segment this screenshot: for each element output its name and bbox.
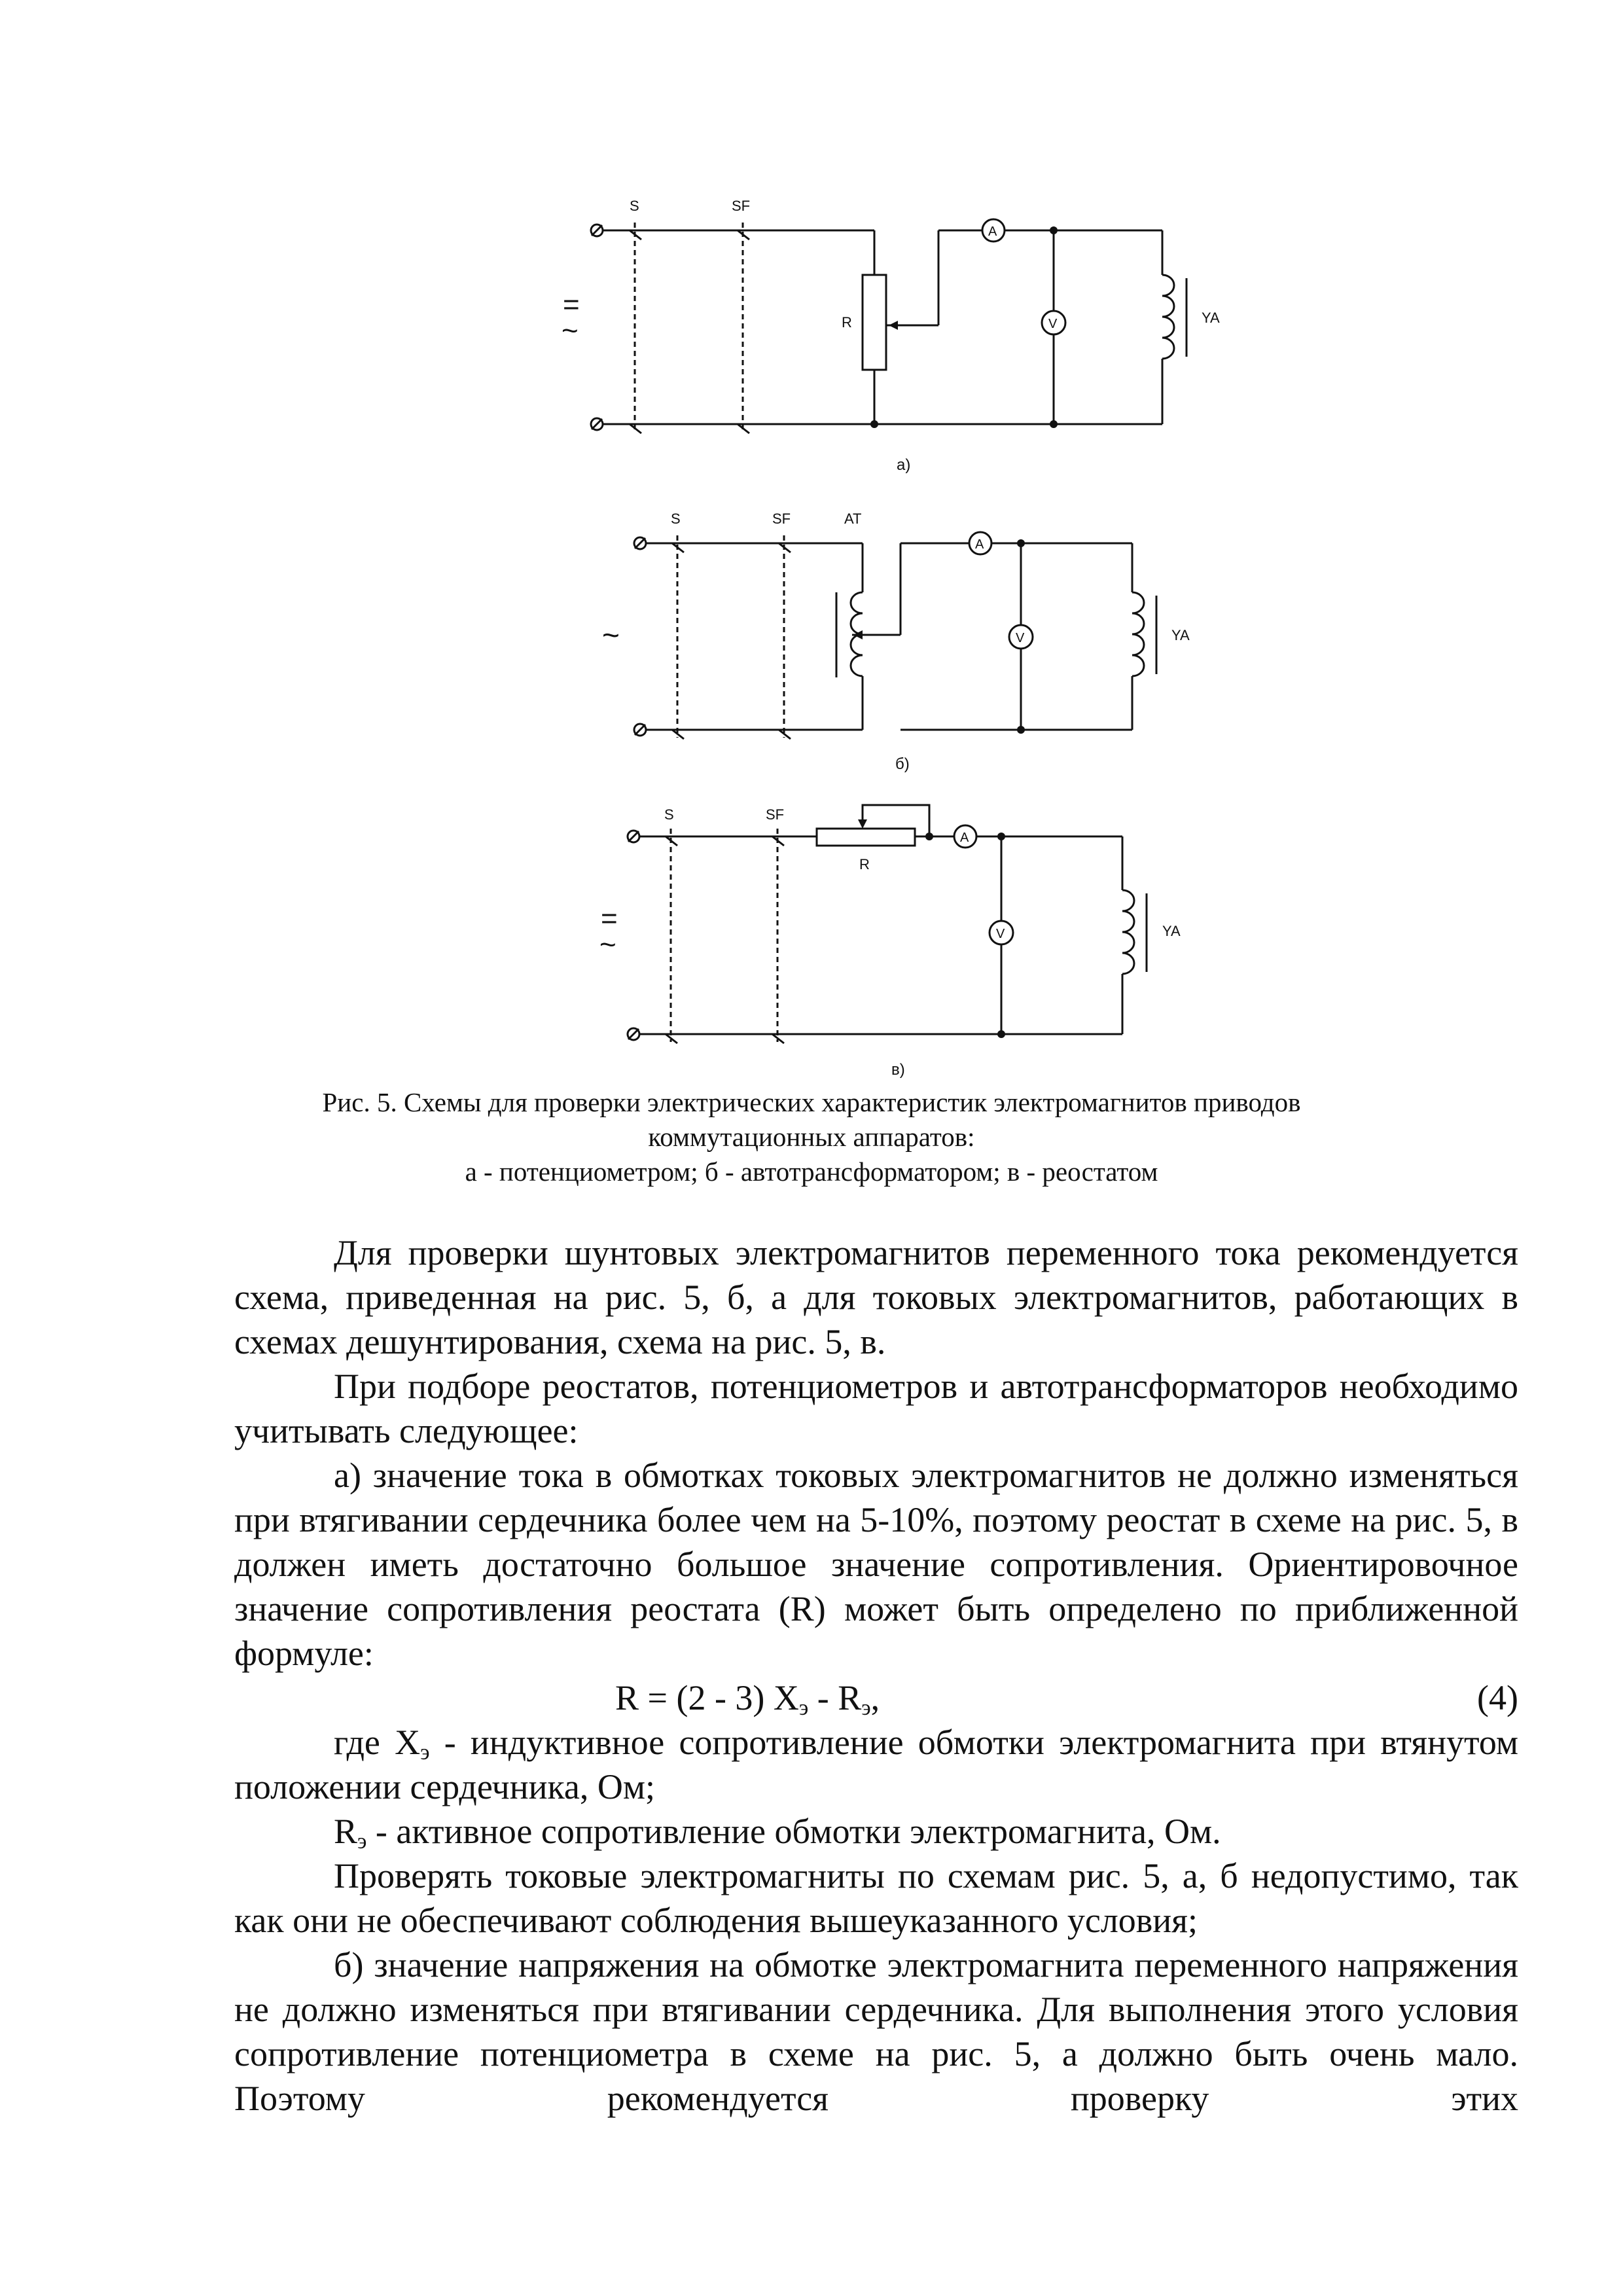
label-s: S	[630, 198, 639, 214]
caption-line-2: коммутационных аппаратов:	[648, 1122, 975, 1152]
caption-line-3: а - потенциометром; б - автотрансформатором; в - реостатом	[465, 1157, 1158, 1187]
circuit-diagram-b	[0, 491, 1623, 792]
label-sf: SF	[772, 511, 791, 527]
circuit-diagram-a	[0, 0, 1623, 491]
label-ya: YA	[1162, 923, 1181, 939]
paragraph-2: При подборе реостатов, потенциометров и автотрансформаторов необходимо учитывать следующее:	[234, 1367, 1518, 1450]
potentiometer-r	[863, 275, 886, 370]
ammeter-label: A	[960, 831, 969, 845]
label-r: R	[859, 856, 870, 872]
caption-line-1: Рис. 5. Схемы для проверки электрических характеристик электромагнитов приводов	[322, 1087, 1301, 1117]
label-sf: SF	[732, 198, 751, 214]
label-s: S	[664, 806, 674, 823]
supply-ac-symbol: ~	[599, 929, 616, 961]
paragraph-4: где $X_э$ - индуктивное сопротивление обмотки электромагнита при втянутом положении сердечника, Ом;	[234, 1723, 1518, 1806]
supply-ac-symbol: ~	[602, 618, 620, 652]
ammeter-label: A	[975, 537, 984, 552]
circuit-diagram-b-svg	[0, 491, 1623, 792]
label-s: S	[671, 511, 681, 527]
paragraph-3: а) значение тока в обмотках токовых электромагнитов не должно изменяться при втягивании сердечника более чем на 5-10%, поэтому реостат в схеме на рис. 5, в должен иметь достаточно большое значение сопротивления. Ориентировочное значение сопротивления реостата (R) может быть определено по приближенной формуле:	[234, 1456, 1518, 1673]
label-ya: YA	[1202, 310, 1220, 326]
supply-ac-symbol: ~	[562, 315, 579, 347]
supply-dc-symbol: =	[563, 289, 580, 321]
label-sf: SF	[766, 806, 785, 823]
voltmeter-label: V	[996, 927, 1005, 941]
circuit-diagram-a-svg	[0, 0, 1623, 491]
rheostat-r	[817, 829, 915, 846]
label-ya: YA	[1171, 627, 1190, 643]
label-r: R	[842, 314, 852, 331]
supply-dc-symbol: =	[601, 903, 618, 935]
paragraph-5: $R_э$ - активное сопротивление обмотки электромагнита, Ом.	[334, 1812, 1221, 1854]
sublabel-a: а)	[897, 456, 911, 474]
coil-ya	[1162, 275, 1174, 359]
paragraph-7: б) значение напряжения на обмотке электромагнита переменного напряжения не должно изменяться при втягивании сердечника. Для выполнения этого условия сопротивление потенциометра в схеме на рис. 5, а должно быть очень мало. Поэтому рекомендуется проверку этих	[234, 1945, 1518, 2118]
label-at: AT	[844, 511, 862, 527]
coil-ya	[1122, 890, 1134, 974]
ammeter-label: A	[988, 224, 997, 239]
figure-caption	[196, 1085, 1427, 1189]
circuit-diagram-c-svg	[0, 792, 1623, 1080]
formula-4	[234, 1676, 1518, 1720]
coil-ya	[1132, 592, 1144, 676]
paragraph-1: Для проверки шунтовых электромагнитов переменного тока рекомендуется схема, приведенная на рис. 5, б, а для токовых электромагнитов, работающих в схемах дешунтирования, схема на рис. 5, в.	[234, 1233, 1518, 1361]
circuit-diagram-c	[0, 792, 1623, 1080]
voltmeter-label: V	[1016, 631, 1025, 645]
formula-number: (4)	[1477, 1678, 1518, 1717]
body-text	[234, 1230, 1518, 2121]
formula-expression: R = (2 - 3) $X_э - R_э$,	[615, 1678, 880, 1720]
sublabel-b: б)	[895, 755, 910, 773]
paragraph-6: Проверять токовые электромагниты по схемам рис. 5, а, б недопустимо, так как они не обеспечивают соблюдения вышеуказанного условия;	[234, 1856, 1518, 1940]
sublabel-c: в)	[891, 1061, 905, 1079]
voltmeter-label: V	[1048, 317, 1058, 331]
